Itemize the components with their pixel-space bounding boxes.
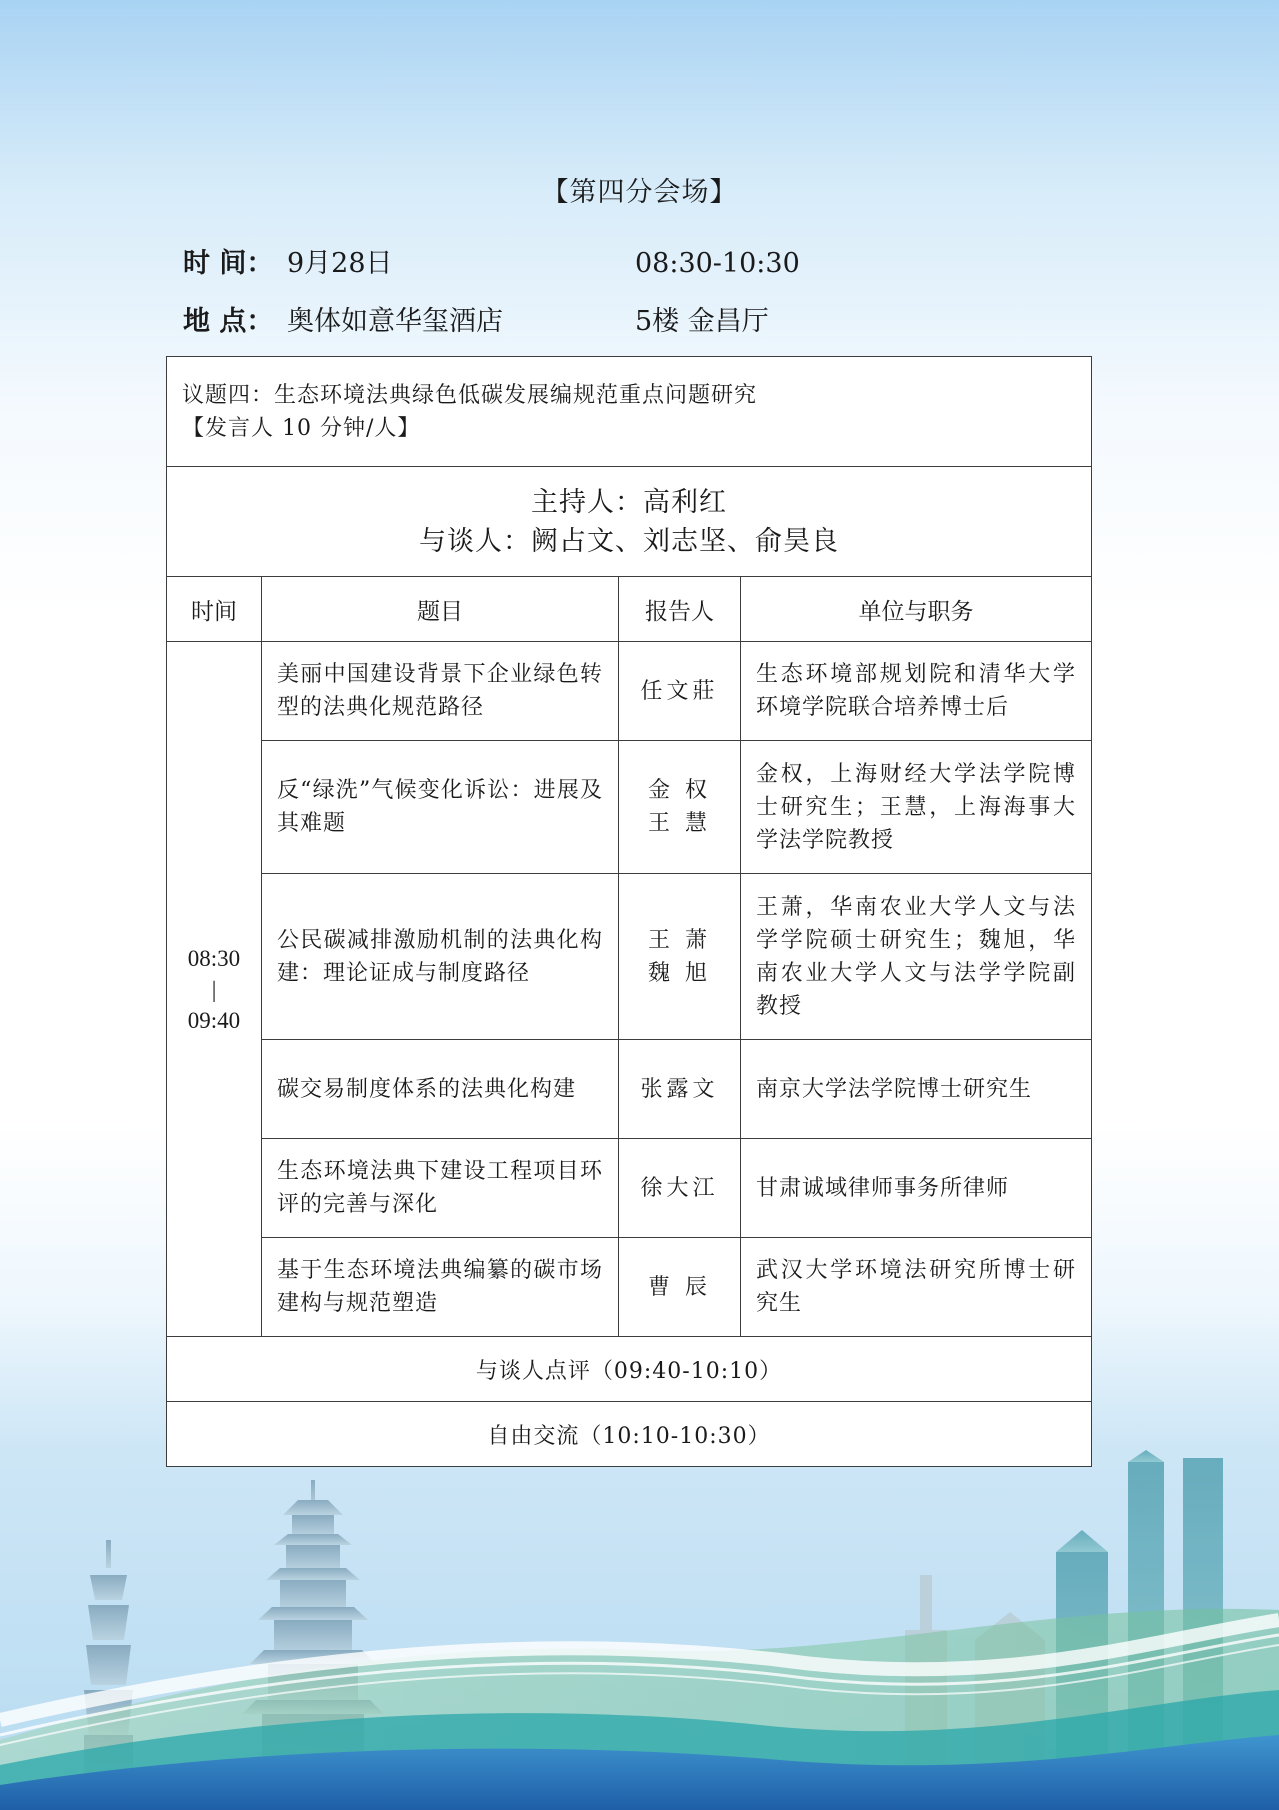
time-range: 08:30-10:30 xyxy=(635,248,800,279)
speaker-name: 任文莊 xyxy=(640,678,719,704)
table-row xyxy=(167,741,1092,874)
session-end: 09:40 xyxy=(187,1007,241,1033)
speaker-cell xyxy=(619,741,741,874)
place-label: 地 点： xyxy=(183,306,274,337)
table-row xyxy=(167,1040,1092,1139)
date-value: 9月28日 xyxy=(287,248,393,279)
host-name: 主持人：高利红 xyxy=(531,486,727,518)
col-time-header: 时间 xyxy=(167,577,262,642)
discussant-review-row: 与谈人点评（09:40-10:10） xyxy=(167,1337,1092,1402)
speaker-name: 金 权 xyxy=(648,778,711,803)
speaker-cell xyxy=(619,1139,741,1238)
venue-title: 【第四分会场】 xyxy=(541,177,738,208)
hall-value: 5楼 金昌厅 xyxy=(635,306,769,337)
talk-title: 美丽中国建设背景下企业绿色转型的法典化规范路径 xyxy=(262,642,619,741)
affiliation: 生态环境部规划院和清华大学环境学院联合培养博士后 xyxy=(741,642,1092,741)
speaker-cell xyxy=(619,874,741,1040)
header-row xyxy=(167,577,1092,642)
talk-title: 反“绿洗”气候变化诉讼：进展及其难题 xyxy=(262,741,619,874)
table-row xyxy=(167,642,1092,741)
affiliation: 南京大学法学院博士研究生 xyxy=(741,1040,1092,1139)
talk-title: 碳交易制度体系的法典化构建 xyxy=(262,1040,619,1139)
talk-title: 公民碳减排激励机制的法典化构建：理论证成与制度路径 xyxy=(262,874,619,1040)
place-row xyxy=(183,299,769,338)
topic-banner xyxy=(167,357,1092,467)
speaker-name: 曹 辰 xyxy=(648,1274,711,1300)
speaker-name: 王 慧 xyxy=(648,811,711,836)
col-affiliation-header: 单位与职务 xyxy=(741,577,1092,642)
speaker-cell xyxy=(619,1238,741,1337)
hotel-value: 奥体如意华玺酒店 xyxy=(287,306,503,337)
affiliation: 甘肃诚域律师事务所律师 xyxy=(741,1139,1092,1238)
session-start: 08:30 xyxy=(187,945,241,971)
speaker-cell xyxy=(619,642,741,741)
talk-title: 基于生态环境法典编纂的碳市场建构与规范塑造 xyxy=(262,1238,619,1337)
col-title-header: 题目 xyxy=(262,577,619,642)
time-row xyxy=(183,241,800,280)
session-time-cell xyxy=(167,642,262,1337)
time-label: 时 间： xyxy=(183,248,274,279)
topic-title: 议题四：生态环境法典绿色低碳发展编规范重点问题研究 xyxy=(182,382,758,408)
discussants: 与谈人：阙占文、刘志坚、俞昊良 xyxy=(419,525,839,557)
speaker-name: 王 萧 xyxy=(648,927,711,953)
agenda-table xyxy=(166,356,1092,1467)
affiliation: 金权，上海财经大学法学院博士研究生；王慧，上海海事大学法学院教授 xyxy=(741,741,1092,874)
table-row xyxy=(167,874,1092,1040)
speaking-rule: 【发言人 10 分钟/人】 xyxy=(182,415,421,441)
table-row xyxy=(167,1139,1092,1238)
free-exchange-row: 自由交流（10:10-10:30） xyxy=(167,1402,1092,1467)
session-sep: | xyxy=(211,976,217,1002)
speaker-name: 张露文 xyxy=(640,1076,719,1102)
table-row xyxy=(167,1238,1092,1337)
speaker-name: 徐大江 xyxy=(640,1175,719,1201)
col-speaker-header: 报告人 xyxy=(619,577,741,642)
talk-title: 生态环境法典下建设工程项目环评的完善与深化 xyxy=(262,1139,619,1238)
hosts-banner xyxy=(167,467,1092,577)
speaker-cell xyxy=(619,1040,741,1139)
affiliation: 武汉大学环境法研究所博士研究生 xyxy=(741,1238,1092,1337)
speaker-name: 魏 旭 xyxy=(648,960,711,986)
affiliation: 王萧，华南农业大学人文与法学学院硕士研究生；魏旭，华南农业大学人文与法学学院副教授 xyxy=(741,874,1092,1040)
